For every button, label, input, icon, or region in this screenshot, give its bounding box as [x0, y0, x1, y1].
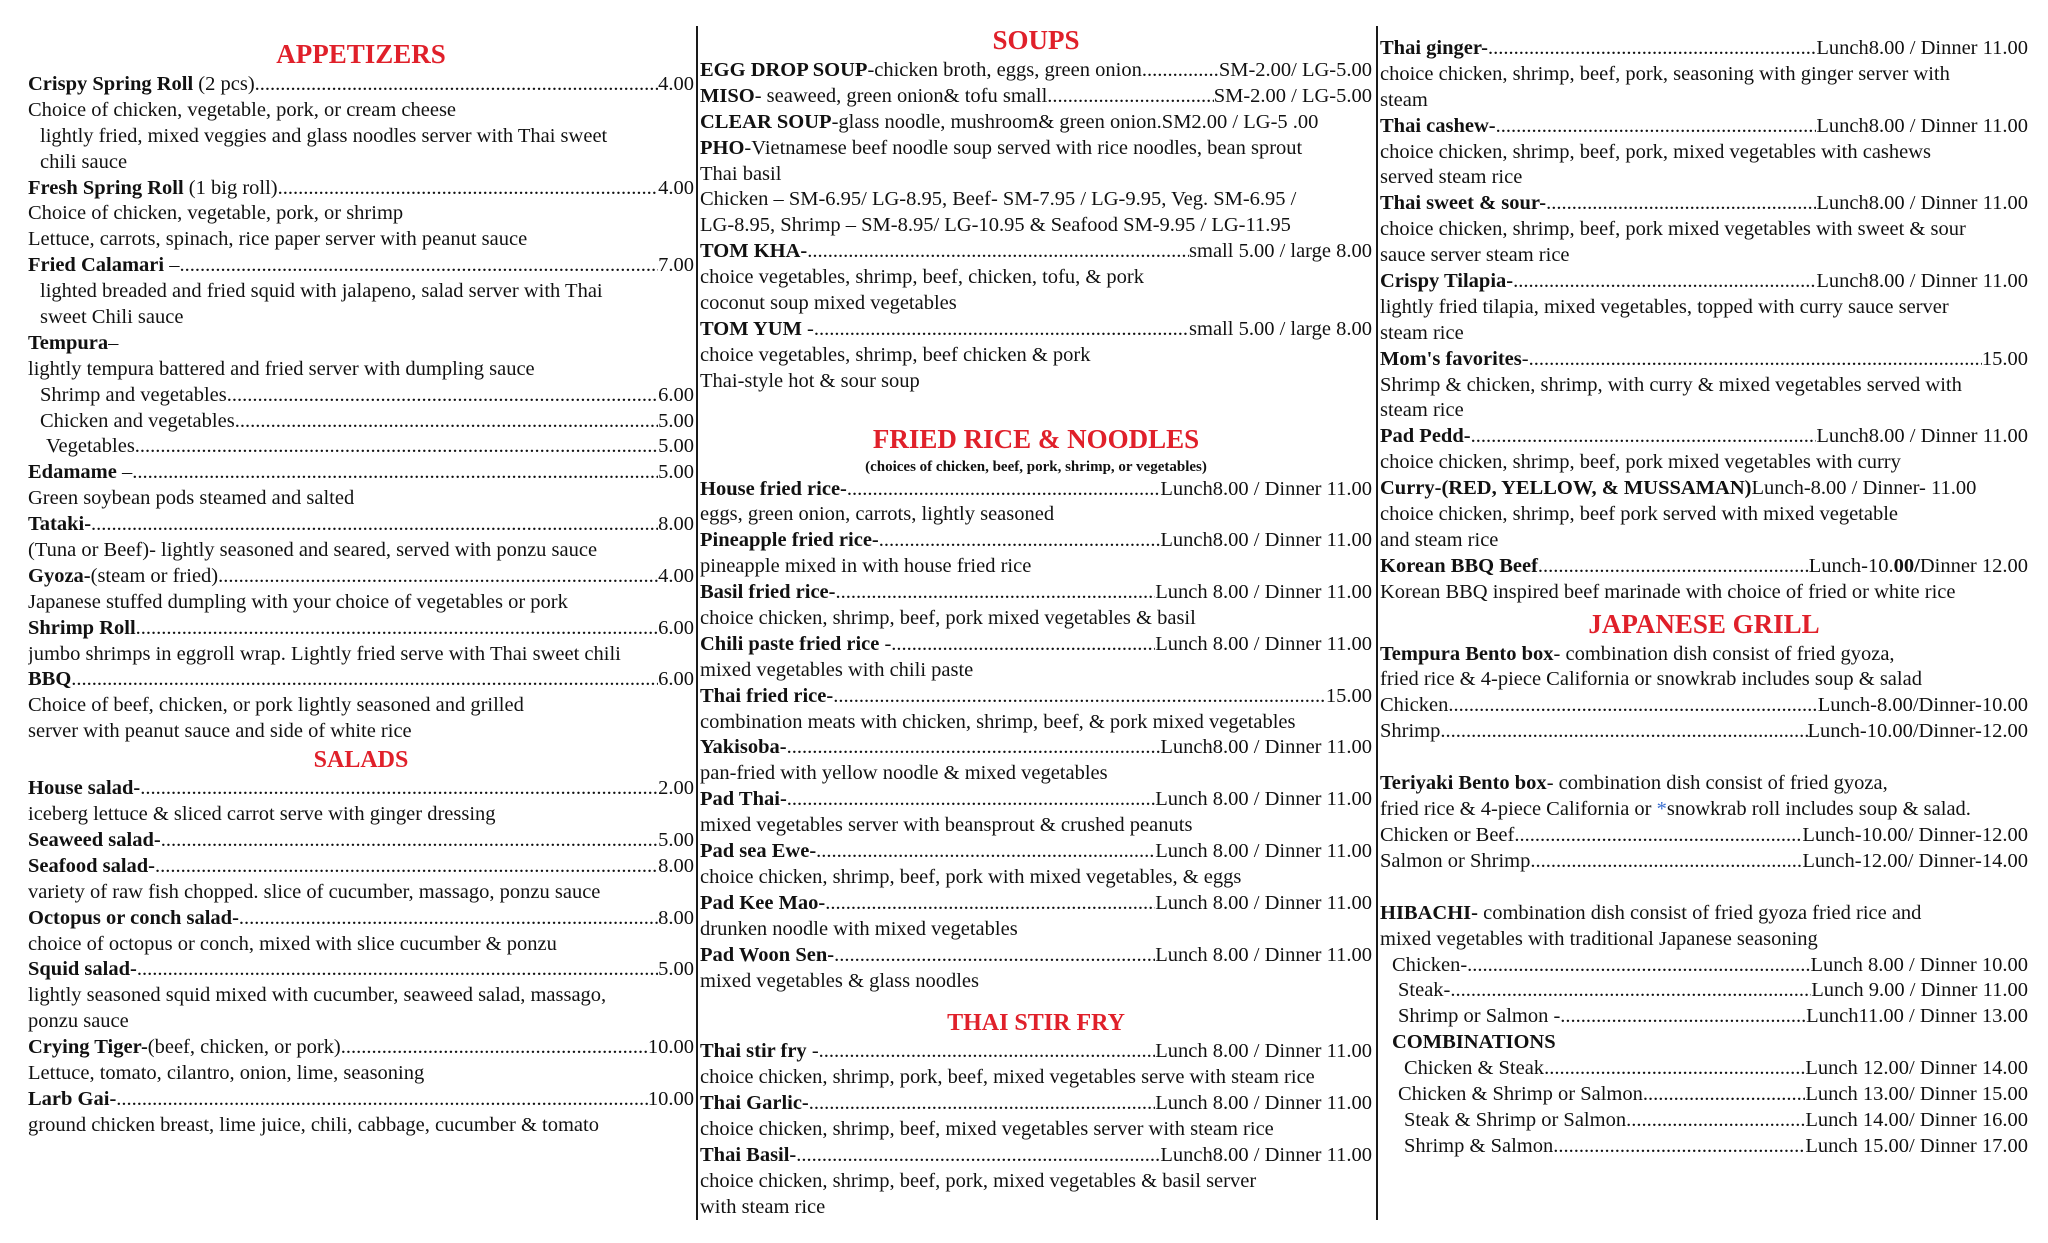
- item-description: choice vegetables, shrimp, beef, chicken, tofu, & pork: [700, 266, 1145, 289]
- menu-column-right: [1380, 22, 2028, 1160]
- item-description: Green soybean pods steamed and salted: [28, 487, 355, 510]
- item-description: choice chicken, shrimp, beef, mixed vegetables server with steam rice: [700, 1118, 1274, 1141]
- menu-column-left: [28, 22, 694, 1139]
- item-description: steam rice: [1380, 399, 1464, 422]
- item-description: Choice of chicken, vegetable, pork, or shrimp: [28, 202, 404, 225]
- menu-item-tataki: Tataki- ..... 8.00: [28, 512, 694, 538]
- menu-item-crispy-tilapia: Crispy Tilapia- ..... Lunch8.00 / Dinner 11.00: [1380, 269, 2028, 295]
- item-description: Shrimp & chicken, shrimp, with curry & mixed vegetables served with: [1380, 373, 1962, 396]
- item-description: served steam rice: [1380, 166, 1523, 189]
- menu-item-crispy-spring-roll: Crispy Spring Roll (2 pcs) ..... 4.00: [28, 72, 694, 98]
- item-description: pineapple mixed in with house fried rice: [700, 555, 1032, 578]
- menu-item-shrimp-roll: Shrimp Roll ..... 6.00: [28, 616, 694, 642]
- menu-item-pad-kee-mao: Pad Kee Mao- ..... Lunch 8.00 / Dinner 11.00: [700, 891, 1372, 917]
- item-description: mixed vegetables server with beansprout & crushed peanuts: [700, 814, 1193, 837]
- combinations-heading: COMBINATIONS: [1392, 1031, 1556, 1054]
- menu-item-yakisoba: Yakisoba- ..... Lunch8.00 / Dinner 11.00: [700, 735, 1372, 761]
- menu-item-bbq: BBQ ..... 6.00: [28, 667, 694, 693]
- item-description: choice chicken, shrimp, beef, pork mixed vegetables with curry: [1380, 451, 1901, 474]
- item-description: Japanese stuffed dumpling with your choice of vegetables or pork: [28, 590, 568, 613]
- item-description: sauce server steam rice: [1380, 244, 1570, 267]
- item-description: ponzu sauce: [28, 1010, 129, 1033]
- bento-option: Salmon or Shrimp ..... Lunch-12.00/ Dinner-14.00: [1380, 849, 2028, 875]
- fried-rice-noodles-heading: FRIED RICE & NOODLES: [872, 423, 1200, 454]
- item-description: fried rice & 4-piece California or snowkrab includes soup & salad: [1380, 668, 1922, 691]
- menu-item-pad-pedd: Pad Pedd- ..... Lunch8.00 / Dinner 11.00: [1380, 424, 2028, 450]
- item-description: drunken noodle with mixed vegetables: [700, 917, 1018, 940]
- item-description: steam rice: [1380, 321, 1464, 344]
- item-description: lighted breaded and fried squid with jalapeno, salad server with Thai: [40, 280, 603, 303]
- item-description: Thai-style hot & sour soup: [700, 369, 920, 392]
- appetizers-heading: APPETIZERS: [276, 39, 446, 69]
- item-description: fried rice & 4-piece California or *snowkrab roll includes soup & salad.: [1380, 798, 1971, 821]
- column-divider: [696, 26, 698, 1220]
- menu-item-pad-woon-sen: Pad Woon Sen- ..... Lunch 8.00 / Dinner 11.00: [700, 943, 1372, 969]
- tempura-option: Shrimp and vegetables ..... 6.00: [28, 383, 694, 409]
- item-description: mixed vegetables with chili paste: [700, 658, 974, 681]
- menu-item-teriyaki-bento: Teriyaki Bento box- combination dish consist of fried gyoza,: [1380, 772, 1888, 795]
- menu-item-crying-tiger: Crying Tiger-(beef, chicken, or pork) ..... 10.00: [28, 1035, 694, 1061]
- item-description: choice chicken, shrimp, beef, pork mixed vegetables with sweet & sour: [1380, 218, 1966, 241]
- item-prices: LG-8.95, Shrimp – SM-8.95/ LG-10.95 & Seafood SM-9.95 / LG-11.95: [700, 214, 1291, 237]
- menu-item-house-salad: House salad- ..... 2.00: [28, 776, 694, 802]
- menu-item-thai-fried-rice: Thai fried rice- ..... 15.00: [700, 684, 1372, 710]
- item-description: pan-fried with yellow noodle & mixed vegetables: [700, 762, 1108, 785]
- hibachi-option: Steak- ..... Lunch 9.00 / Dinner 11.00: [1380, 978, 2028, 1004]
- item-description: Choice of chicken, vegetable, pork, or cream cheese: [28, 98, 457, 121]
- menu-item-pad-sea-ewe: Pad sea Ewe- ..... Lunch 8.00 / Dinner 11.00: [700, 839, 1372, 865]
- item-description: steam: [1380, 88, 1428, 111]
- combination-option: Steak & Shrimp or Salmon ..... Lunch 14.00/ Dinner 16.00: [1380, 1108, 2028, 1134]
- item-description: lightly fried tilapia, mixed vegetables, topped with curry sauce server: [1380, 295, 1949, 318]
- combination-option: Chicken & Steak ..... Lunch 12.00/ Dinner 14.00: [1380, 1056, 2028, 1082]
- menu-item-pho: PHO-Vietnamese beef noodle soup served with rice noodles, bean sprout: [700, 136, 1303, 159]
- item-prices: Chicken – SM-6.95/ LG-8.95, Beef- SM-7.95 / LG-9.95, Veg. SM-6.95 /: [700, 188, 1297, 211]
- menu-item-squid-salad: Squid salad- ..... 5.00: [28, 957, 694, 983]
- menu-item-thai-stir-fry: Thai stir fry - ..... Lunch 8.00 / Dinner 11.00: [700, 1039, 1372, 1065]
- menu-item-tom-kha: TOM KHA- ..... small 5.00 / large 8.00: [700, 239, 1372, 265]
- item-description: coconut soup mixed vegetables: [700, 292, 957, 315]
- menu-item-house-fried-rice: House fried rice- ..... Lunch8.00 / Dinner 11.00: [700, 477, 1372, 503]
- menu-item-thai-ginger: Thai ginger- ..... Lunch8.00 / Dinner 11.00: [1380, 36, 2028, 62]
- item-description: mixed vegetables with traditional Japanese seasoning: [1380, 927, 1818, 950]
- item-description: choice chicken, shrimp, beef, pork, seasoning with ginger server with: [1380, 62, 1950, 85]
- tempura-option: Vegetables ..... 5.00: [28, 434, 694, 460]
- hibachi-option: Chicken- ..... Lunch 8.00 / Dinner 10.00: [1380, 953, 2028, 979]
- menu-item-egg-drop-soup: EGG DROP SOUP-chicken broth, eggs, green onion ..... SM-2.00/ LG-5.00: [700, 58, 1372, 84]
- menu-item-thai-cashew: Thai cashew- ..... Lunch8.00 / Dinner 11.00: [1380, 114, 2028, 140]
- item-description: Lettuce, carrots, spinach, rice paper server with peanut sauce: [28, 228, 528, 251]
- menu-item-hibachi: HIBACHI- combination dish consist of fried gyoza fried rice and: [1380, 901, 1922, 924]
- menu-item-seaweed-salad: Seaweed salad- ..... 5.00: [28, 828, 694, 854]
- menu-item-fried-calamari: Fried Calamari – ..... 7.00: [28, 253, 694, 279]
- item-description: choice of octopus or conch, mixed with slice cucumber & ponzu: [28, 932, 557, 955]
- menu-item-korean-bbq-beef: Korean BBQ Beef ..... Lunch-10.00/Dinner 12.00: [1380, 554, 2028, 580]
- item-description: with steam rice: [700, 1195, 826, 1218]
- menu-item-seafood-salad: Seafood salad- ..... 8.00: [28, 854, 694, 880]
- japanese-grill-heading: JAPANESE GRILL: [1588, 608, 1820, 639]
- tempura-option: Chicken and vegetables ..... 5.00: [28, 409, 694, 435]
- item-description: eggs, green onion, carrots, lightly seasoned: [700, 503, 1055, 526]
- menu-item-thai-sweet-sour: Thai sweet & sour- ..... Lunch8.00 / Dinner 11.00: [1380, 191, 2028, 217]
- item-description: jumbo shrimps in eggroll wrap. Lightly fried serve with Thai sweet chili: [28, 642, 621, 665]
- item-description: and steam rice: [1380, 528, 1499, 551]
- menu-item-tempura-bento: Tempura Bento box- combination dish consist of fried gyoza,: [1380, 642, 1895, 665]
- item-description: server with peanut sauce and side of white rice: [28, 720, 412, 743]
- item-description: choice chicken, shrimp, pork, beef, mixed vegetables serve with steam rice: [700, 1066, 1315, 1089]
- menu-item-pineapple-fried-rice: Pineapple fried rice- ..... Lunch8.00 / Dinner 11.00: [700, 528, 1372, 554]
- item-description: ground chicken breast, lime juice, chili, cabbage, cucumber & tomato: [28, 1113, 599, 1136]
- combination-option: Chicken & Shrimp or Salmon ..... Lunch 13.00/ Dinner 15.00: [1380, 1082, 2028, 1108]
- item-description: iceberg lettuce & sliced carrot serve with ginger dressing: [28, 803, 496, 826]
- item-description: choice chicken, shrimp, beef, pork, mixed vegetables with cashews: [1380, 140, 1932, 163]
- menu-item-basil-fried-rice: Basil fried rice- ..... Lunch 8.00 / Dinner 11.00: [700, 580, 1372, 606]
- menu-item-chili-paste-fried-rice: Chili paste fried rice - ..... Lunch 8.00 / Dinner 11.00: [700, 632, 1372, 658]
- salads-heading: SALADS: [313, 747, 409, 774]
- column-divider: [1376, 26, 1378, 1220]
- item-description: Korean BBQ inspired beef marinade with choice of fried or white rice: [1380, 580, 1956, 603]
- thai-stir-fry-heading: THAI STIR FRY: [947, 1010, 1125, 1037]
- item-description: choice vegetables, shrimp, beef chicken & pork: [700, 343, 1091, 366]
- item-description: Thai basil: [700, 162, 782, 185]
- item-description: Lettuce, tomato, cilantro, onion, lime, seasoning: [28, 1061, 425, 1084]
- menu-item-thai-garlic: Thai Garlic- ..... Lunch 8.00 / Dinner 11.00: [700, 1091, 1372, 1117]
- item-description: lightly tempura battered and fried server with dumpling sauce: [28, 357, 535, 380]
- combination-option: Shrimp & Salmon ..... Lunch 15.00/ Dinner 17.00: [1380, 1134, 2028, 1160]
- item-description: sweet Chili sauce: [40, 306, 184, 329]
- item-description: lightly seasoned squid mixed with cucumber, seaweed salad, massago,: [28, 984, 607, 1007]
- item-description: Choice of beef, chicken, or pork lightly seasoned and grilled: [28, 694, 524, 717]
- item-description: mixed vegetables & glass noodles: [700, 969, 979, 992]
- item-description: choice chicken, shrimp, beef, pork, mixed vegetables & basil server: [700, 1169, 1257, 1192]
- item-description: choice chicken, shrimp, beef, pork with mixed vegetables, & eggs: [700, 865, 1242, 888]
- hibachi-option: Shrimp or Salmon - ..... Lunch11.00 / Dinner 13.00: [1380, 1004, 2028, 1030]
- menu-item-octopus-salad: Octopus or conch salad- ..... 8.00: [28, 906, 694, 932]
- item-description: lightly fried, mixed veggies and glass noodles server with Thai sweet: [40, 124, 608, 147]
- menu-item-tom-yum: TOM YUM - ..... small 5.00 / large 8.00: [700, 317, 1372, 343]
- menu-item-clear-soup: CLEAR SOUP-glass noodle, mushroom& green onion. SM2.00 / LG-5 .00: [700, 110, 1319, 133]
- item-description: choice chicken, shrimp, beef, pork mixed vegetables & basil: [700, 607, 1196, 630]
- menu-item-edamame: Edamame – ..... 5.00: [28, 460, 694, 486]
- menu-item-tempura: Tempura–: [28, 331, 119, 354]
- menu-item-thai-basil: Thai Basil- ..... Lunch8.00 / Dinner 11.00: [700, 1143, 1372, 1169]
- bento-option: Chicken ..... Lunch-8.00/Dinner-10.00: [1380, 693, 2028, 719]
- menu-item-larb-gai: Larb Gai- ..... 10.00: [28, 1087, 694, 1113]
- item-description: chili sauce: [40, 150, 128, 173]
- item-description: choice chicken, shrimp, beef pork served with mixed vegetable: [1380, 503, 1899, 526]
- menu-item-miso-soup: MISO- seaweed, green onion& tofu small ..... SM-2.00 / LG-5.00: [700, 84, 1372, 110]
- bento-option: Shrimp ..... Lunch-10.00/Dinner-12.00: [1380, 719, 2028, 745]
- menu-item-moms-favorites: Mom's favorites- ..... 15.00: [1380, 347, 2028, 373]
- menu-column-middle: [700, 22, 1372, 1221]
- protein-choice-note: (choices of chicken, beef, pork, shrimp, or vegetables): [865, 458, 1207, 475]
- item-description: (Tuna or Beef)- lightly seasoned and seared, served with ponzu sauce: [28, 539, 598, 562]
- menu-item-gyoza: Gyoza-(steam or fried) ..... 4.00: [28, 564, 694, 590]
- item-description: variety of raw fish chopped. slice of cucumber, massago, ponzu sauce: [28, 880, 601, 903]
- soups-heading: SOUPS: [992, 25, 1080, 55]
- menu-item-curry: Curry-(RED, YELLOW, & MUSSAMAN) Lunch-8.00 / Dinner- 11.00: [1380, 477, 1977, 500]
- menu-item-pad-thai: Pad Thai- ..... Lunch 8.00 / Dinner 11.00: [700, 787, 1372, 813]
- bento-option: Chicken or Beef ..... Lunch-10.00/ Dinner-12.00: [1380, 823, 2028, 849]
- item-description: combination meats with chicken, shrimp, beef, & pork mixed vegetables: [700, 710, 1296, 733]
- menu-item-fresh-spring-roll: Fresh Spring Roll (1 big roll) ..... 4.00: [28, 176, 694, 202]
